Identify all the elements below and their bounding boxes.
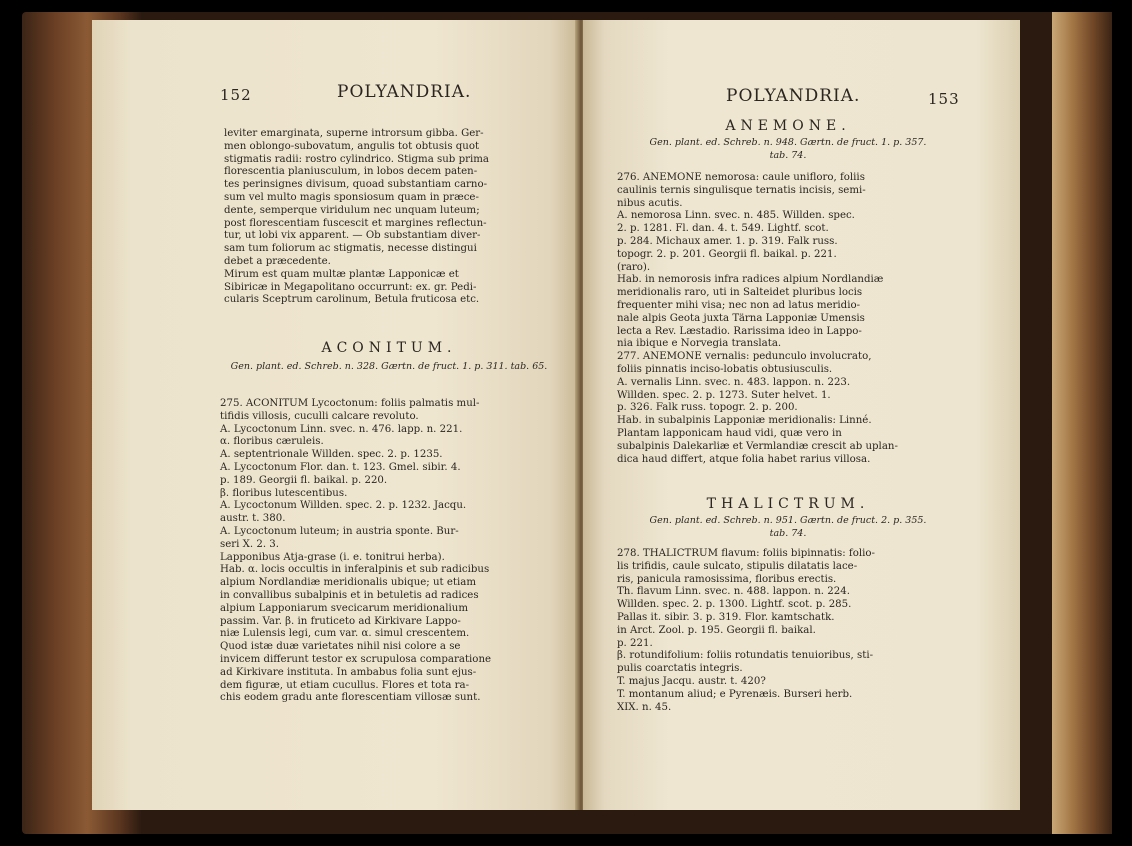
thalictrum-heading	[623, 498, 953, 540]
text-line: caulinis ternis singulisque ternatis incisis, semi-	[617, 184, 866, 196]
section-title: ACONITUM.	[321, 340, 457, 356]
text-line: tur, ut lobi vix apparent. — Ob substantiam diver-	[224, 230, 481, 242]
text-line: Willden. spec. 2. p. 1273. Suter helvet. 1.	[617, 389, 831, 401]
text-line: β. rotundifolium: foliis rotundatis tenuioribus, sti-	[617, 650, 874, 662]
section-source: Gen. plant. ed. Schreb. n. 951. Gærtn. de fruct. 2. p. 355.	[649, 514, 927, 526]
text-line: ris, panicula ramosissima, floribus erectis.	[617, 573, 837, 585]
text-line: T. montanum aliud; e Pyrenæis. Burseri herb.	[617, 688, 853, 700]
text-line: subalpinis Dalekarliæ et Vermlandiæ crescit ab uplan-	[617, 440, 898, 452]
text-line: lecta a Rev. Læstadio. Rarissima ideo in Lappo-	[617, 325, 862, 337]
text-line: cularis Sceptrum carolinum, Betula fruticosa etc.	[224, 294, 480, 306]
left-text-bottom	[220, 398, 491, 705]
text-line: dente, semperque viridulum nec unquam luteum;	[224, 204, 480, 216]
text-line: sum vel multo magis sponsiosum quam in præce-	[224, 191, 479, 203]
text-line: pulis coarctatis integris.	[617, 663, 743, 675]
text-line: 2. p. 1281. Fl. dan. 4. t. 549. Lightf. scot.	[617, 223, 829, 235]
text-line: austr. t. 380.	[220, 513, 286, 525]
text-line: 277. ANEMONE vernalis: pedunculo involucrato,	[617, 351, 872, 363]
text-line: A. Lycoctonum luteum; in austria sponte. Bur-	[220, 525, 459, 537]
left-page-number: 152	[220, 86, 252, 104]
text-line: topogr. 2. p. 201. Georgii fl. baikal. p. 221.	[617, 248, 837, 260]
aconitum-heading	[224, 342, 554, 374]
text-line: Hab. in nemorosis infra radices alpium Nordlandiæ	[617, 274, 884, 286]
text-line: men oblongo-subovatum, angulis tot obtusis quot	[224, 140, 480, 152]
text-line: XIX. n. 45.	[617, 701, 672, 713]
left-page	[92, 20, 579, 810]
text-line: 276. ANEMONE nemorosa: caule unifloro, foliis	[617, 172, 865, 183]
text-line: (raro).	[617, 261, 651, 273]
left-text-top	[224, 128, 489, 307]
text-line: A. Lycoctonum Linn. svec. n. 476. lapp. n. 221.	[220, 423, 463, 435]
text-line: A. nemorosa Linn. svec. n. 485. Willden. spec.	[617, 210, 855, 222]
text-line: tifidis villosis, cuculli calcare revoluto.	[220, 410, 419, 422]
text-line: Sibiricæ in Megapolitano occurrunt: ex. gr. Pedi-	[224, 281, 477, 293]
text-line: alpium Nordlandiæ meridionalis ubique; ut etiam	[220, 577, 476, 589]
text-line: dem figuræ, ut etiam cucullus. Flores et tota ra-	[220, 679, 470, 691]
text-line: Quod istæ duæ varietates nihil nisi colore a se	[220, 641, 461, 653]
section-title: THALICTRUM.	[706, 496, 870, 512]
section-source: Gen. plant. ed. Schreb. n. 328. Gærtn. de fruct. 1. p. 311. tab. 65.	[230, 360, 548, 372]
text-line: meridionalis raro, uti in Salteidet pluribus locis	[617, 287, 863, 299]
text-line: debet a præcedente.	[224, 255, 331, 267]
right-text-mid	[617, 172, 898, 466]
text-line: florescentia planiusculum, in lobos decem paten-	[224, 166, 478, 178]
text-line: leviter emarginata, superne introrsum gibba. Ger-	[224, 128, 484, 139]
right-running-head: POLYANDRIA.	[726, 86, 861, 106]
right-text-bottom	[617, 548, 875, 714]
section-title: ANEMONE.	[725, 118, 851, 134]
text-line: Lapponibus Atja-grase (i. e. tonitrui herba).	[220, 551, 445, 563]
text-line: α. floribus cæruleis.	[220, 436, 324, 448]
left-running-head: POLYANDRIA.	[337, 82, 472, 102]
text-line: nibus acutis.	[617, 197, 683, 209]
text-line: seri X. 2. 3.	[220, 538, 280, 550]
text-line: in Arct. Zool. p. 195. Georgii fl. baikal.	[617, 624, 816, 636]
book-edge	[1052, 12, 1112, 834]
text-line: invicem differunt testor ex scrupulosa comparatione	[220, 653, 492, 665]
text-line: Mirum est quam multæ plantæ Lapponicæ et	[224, 268, 459, 280]
text-line: Plantam lapponicam haud vidi, quæ vero in	[617, 427, 842, 439]
text-line: frequenter mihi visa; nec non ad latus meridio-	[617, 299, 861, 311]
section-source: Gen. plant. ed. Schreb. n. 948. Gærtn. de fruct. 1. p. 357.	[649, 136, 927, 148]
text-line: T. majus Jacqu. austr. t. 420?	[617, 675, 766, 687]
text-line: p. 326. Falk russ. topogr. 2. p. 200.	[617, 402, 798, 414]
text-line: 275. ACONITUM Lycoctonum: foliis palmatis mul-	[220, 398, 480, 409]
text-line: A. septentrionale Willden. spec. 2. p. 1235.	[220, 449, 443, 461]
text-line: passim. Var. β. in fruticeto ad Kirkivare Lappo-	[220, 615, 461, 627]
text-line: alpium Lapponiarum svecicarum meridionalium	[220, 602, 468, 614]
text-line: Pallas it. sibir. 3. p. 319. Flor. kamtschatk.	[617, 611, 835, 623]
anemone-heading	[623, 120, 953, 162]
text-line: sam tum foliorum ac stigmatis, necesse distingui	[224, 243, 477, 255]
text-line: Willden. spec. 2. p. 1300. Lightf. scot. p. 285.	[617, 599, 852, 611]
text-line: Th. flavum Linn. svec. n. 488. lappon. n. 224.	[617, 586, 850, 598]
right-page	[583, 20, 1020, 810]
section-source-tab: tab. 74.	[769, 149, 807, 161]
text-line: stigmatis radii: rostro cylindrico. Stigma sub prima	[224, 153, 489, 165]
text-line: foliis pinnatis inciso-lobatis obtusiusculis.	[617, 363, 833, 375]
text-line: nia ibique e Norvegia translata.	[617, 338, 782, 350]
text-line: A. vernalis Linn. svec. n. 483. lappon. n. 223.	[617, 376, 851, 388]
text-line: chis eodem gradu ante florescentiam villosæ sunt.	[220, 692, 481, 704]
text-line: niæ Lulensis legi, cum var. α. simul crescentem.	[220, 628, 470, 640]
right-page-number: 153	[928, 90, 960, 108]
section-source-tab: tab. 74.	[769, 527, 807, 539]
text-line: p. 221.	[617, 637, 653, 649]
text-line: lis trifidis, caule sulcato, stipulis dilatatis lace-	[617, 560, 858, 572]
text-line: tes perinsignes divisum, quoad substantiam carno-	[224, 179, 488, 191]
text-line: Hab. α. locis occultis in inferalpinis et sub radicibus	[220, 564, 490, 576]
text-line: A. Lycoctonum Willden. spec. 2. p. 1232. Jacqu.	[220, 500, 467, 512]
text-line: β. floribus lutescentibus.	[220, 487, 348, 499]
text-line: in convallibus subalpinis et in betuletis ad radices	[220, 589, 479, 601]
text-line: dica haud differt, atque folia habet rarius villosa.	[617, 453, 871, 465]
text-line: ad Kirkivare instituta. In ambabus folia sunt ejus-	[220, 666, 477, 678]
text-line: A. Lycoctonum Flor. dan. t. 123. Gmel. sibir. 4.	[220, 461, 461, 473]
text-line: p. 189. Georgii fl. baikal. p. 220.	[220, 474, 388, 486]
text-line: 278. THALICTRUM flavum: foliis bipinnatis: folio-	[617, 548, 875, 559]
text-line: p. 284. Michaux amer. 1. p. 319. Falk russ.	[617, 235, 838, 247]
text-line: nale alpis Geota juxta Tärna Lapponiæ Umensis	[617, 312, 865, 324]
text-line: post florescentiam fuscescit et margines reflectun-	[224, 217, 487, 229]
text-line: Hab. in subalpinis Lapponiæ meridionalis: Linné.	[617, 415, 872, 427]
